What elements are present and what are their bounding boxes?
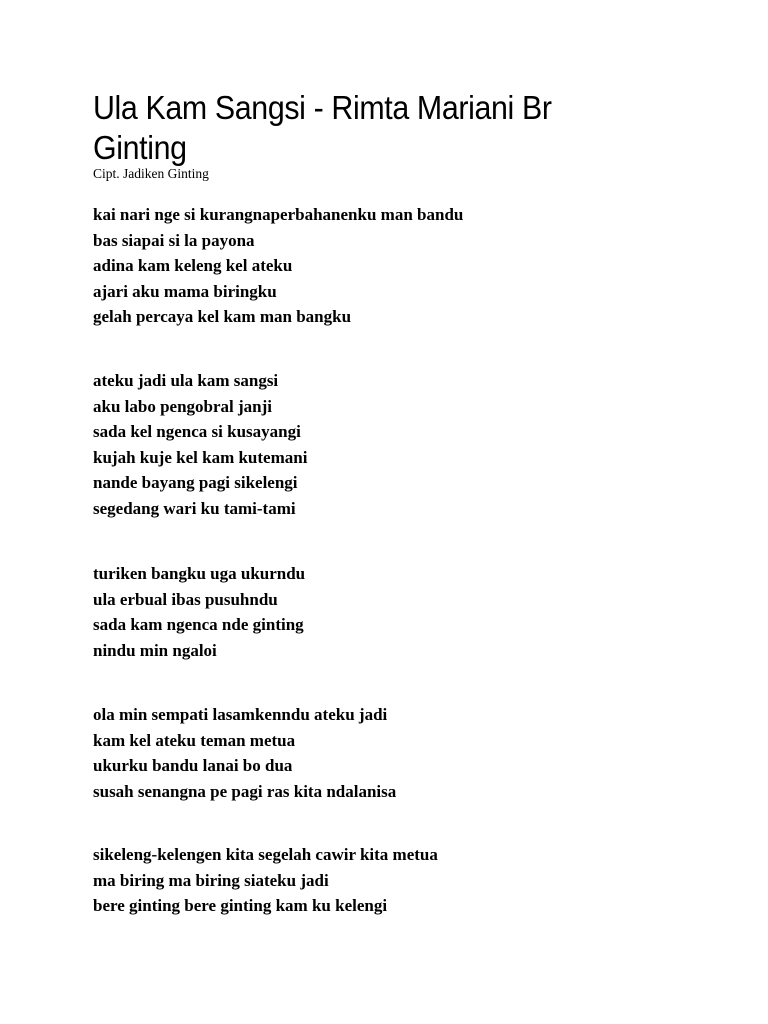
- stanza-5: [93, 842, 438, 919]
- lyric-line: sada kel ngenca si kusayangi: [93, 422, 301, 442]
- lyric-line: bas siapai si la payona: [93, 230, 255, 250]
- page-title: Ula Kam Sangsi - Rimta Mariani Br Ginting: [93, 89, 552, 166]
- lyric-line: bere ginting bere ginting kam ku kelengi: [93, 896, 388, 916]
- lyric-line: adina kam keleng kel ateku: [93, 256, 293, 276]
- lyric-line: ula erbual ibas pusuhndu: [93, 589, 278, 609]
- lyric-line: ukurku bandu lanai bo dua: [93, 756, 293, 776]
- lyric-line: kam kel ateku teman metua: [93, 730, 296, 750]
- lyric-line: gelah percaya kel kam man bangku: [93, 307, 352, 327]
- stanza-2: [93, 368, 307, 522]
- lyric-line: segedang wari ku tami-tami: [93, 498, 296, 518]
- lyric-line: kai nari nge si kurangnaperbahanenku man bandu: [93, 205, 464, 224]
- lyric-line: ma biring ma biring siateku jadi: [93, 870, 329, 890]
- lyric-line: turiken bangku uga ukurndu: [93, 564, 306, 583]
- lyric-line: ola min sempati lasamkenndu ateku jadi: [93, 705, 388, 724]
- stanza-4: [93, 702, 396, 804]
- composer-credit: Cipt. Jadiken Ginting: [93, 166, 209, 181]
- lyric-line: aku labo pengobral janji: [93, 396, 273, 416]
- lyric-line: sikeleng-kelengen kita segelah cawir kita metua: [93, 845, 438, 864]
- lyric-line: ateku jadi ula kam sangsi: [93, 371, 279, 390]
- lyric-line: susah senangna pe pagi ras kita ndalanisa: [93, 781, 397, 801]
- stanza-3: [93, 561, 305, 663]
- lyrics-page: [93, 0, 733, 1024]
- stanza-1: [93, 202, 463, 330]
- lyric-line: kujah kuje kel kam kutemani: [93, 447, 308, 467]
- lyric-line: nindu min ngaloi: [93, 640, 217, 660]
- lyric-line: sada kam ngenca nde ginting: [93, 615, 304, 635]
- lyric-line: nande bayang pagi sikelengi: [93, 473, 298, 493]
- lyric-line: ajari aku mama biringku: [93, 281, 277, 301]
